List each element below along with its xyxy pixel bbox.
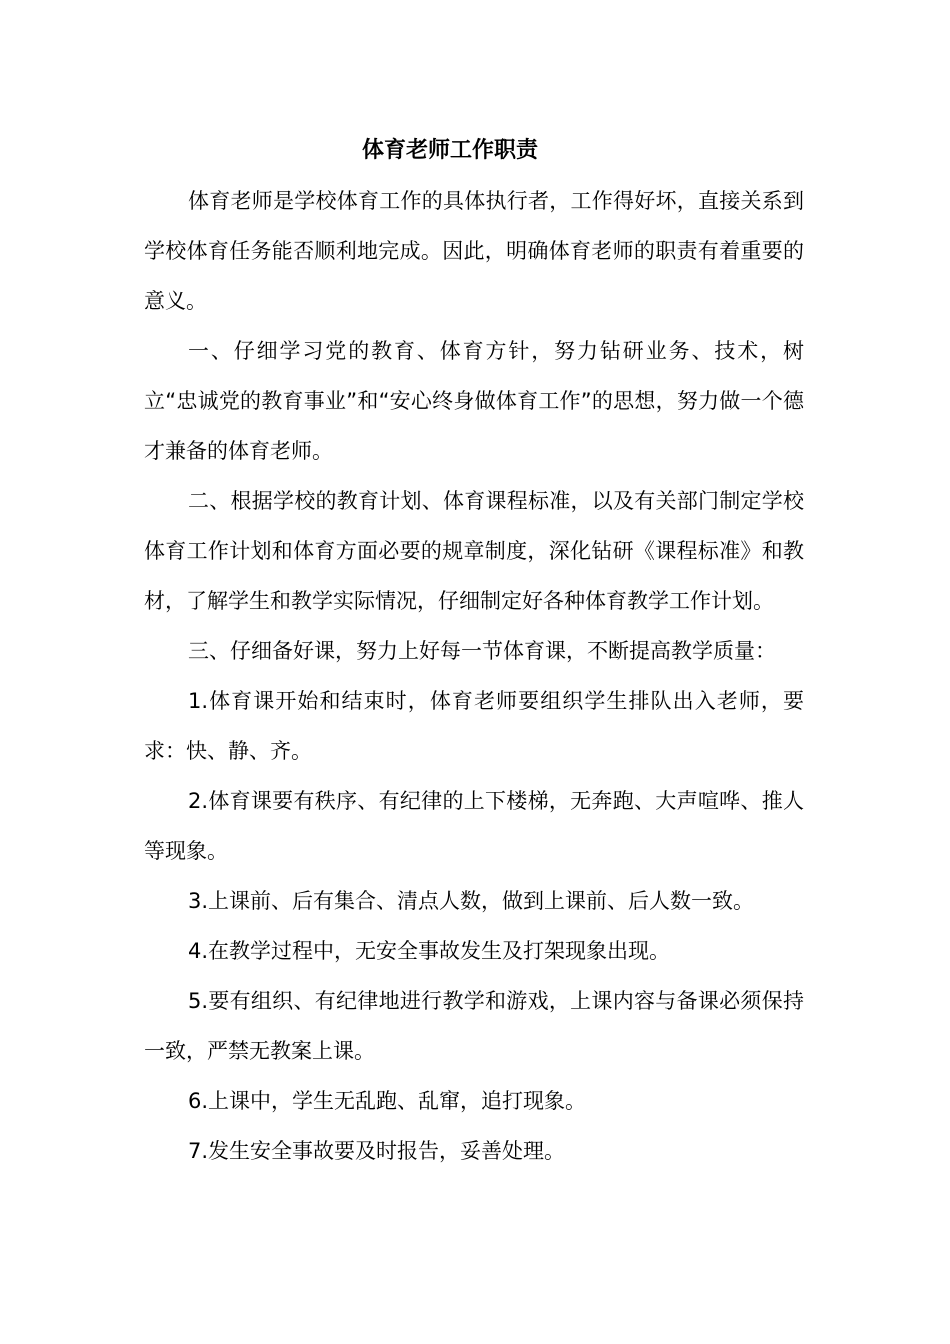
duty-1-paragraph: 一、仔细学习党的教育、体育方针，努力钻研业务、技术，树立“忠诚党的教育事业”和“安心终身做体育工作”的思想，努力做一个德才兼备的体育老师。: [144, 339, 804, 463]
duty-3-paragraph: 三、仔细备好课，努力上好每一节体育课，不断提高教学质量：: [188, 639, 776, 663]
duty-2-paragraph: 二、根据学校的教育计划、体育课程标准，以及有关部门制定学校体育工作计划和体育方面必要的规章制度，深化钻研《课程标准》和教材，了解学生和教学实际情况，仔细制定好各种体育教学工作计划。: [144, 489, 804, 613]
sub-item-5: 5.要有组织、有纪律地进行教学和游戏，上课内容与备课必须保持一致，严禁无教案上课。: [144, 989, 804, 1063]
sub-item-4: 4.在教学过程中，无安全事故发生及打架现象出现。: [188, 939, 671, 963]
document-title: 体育老师工作职责: [361, 138, 538, 163]
sub-item-6: 6.上课中，学生无乱跑、乱窜，追打现象。: [188, 1089, 587, 1113]
intro-paragraph: 体育老师是学校体育工作的具体执行者，工作得好坏，直接关系到学校体育任务能否顺利地完成。因此，明确体育老师的职责有着重要的意义。: [144, 189, 804, 313]
sub-item-7: 7.发生安全事故要及时报告，妥善处理。: [188, 1139, 566, 1163]
document-body: [144, 176, 804, 1176]
sub-item-3: 3.上课前、后有集合、清点人数，做到上课前、后人数一致。: [188, 889, 755, 913]
sub-item-2: 2.体育课要有秩序、有纪律的上下楼梯，无奔跑、大声喧哗、推人等现象。: [144, 789, 804, 863]
sub-item-1: 1.体育课开始和结束时，体育老师要组织学生排队出入老师，要求：快、静、齐。: [144, 689, 804, 763]
